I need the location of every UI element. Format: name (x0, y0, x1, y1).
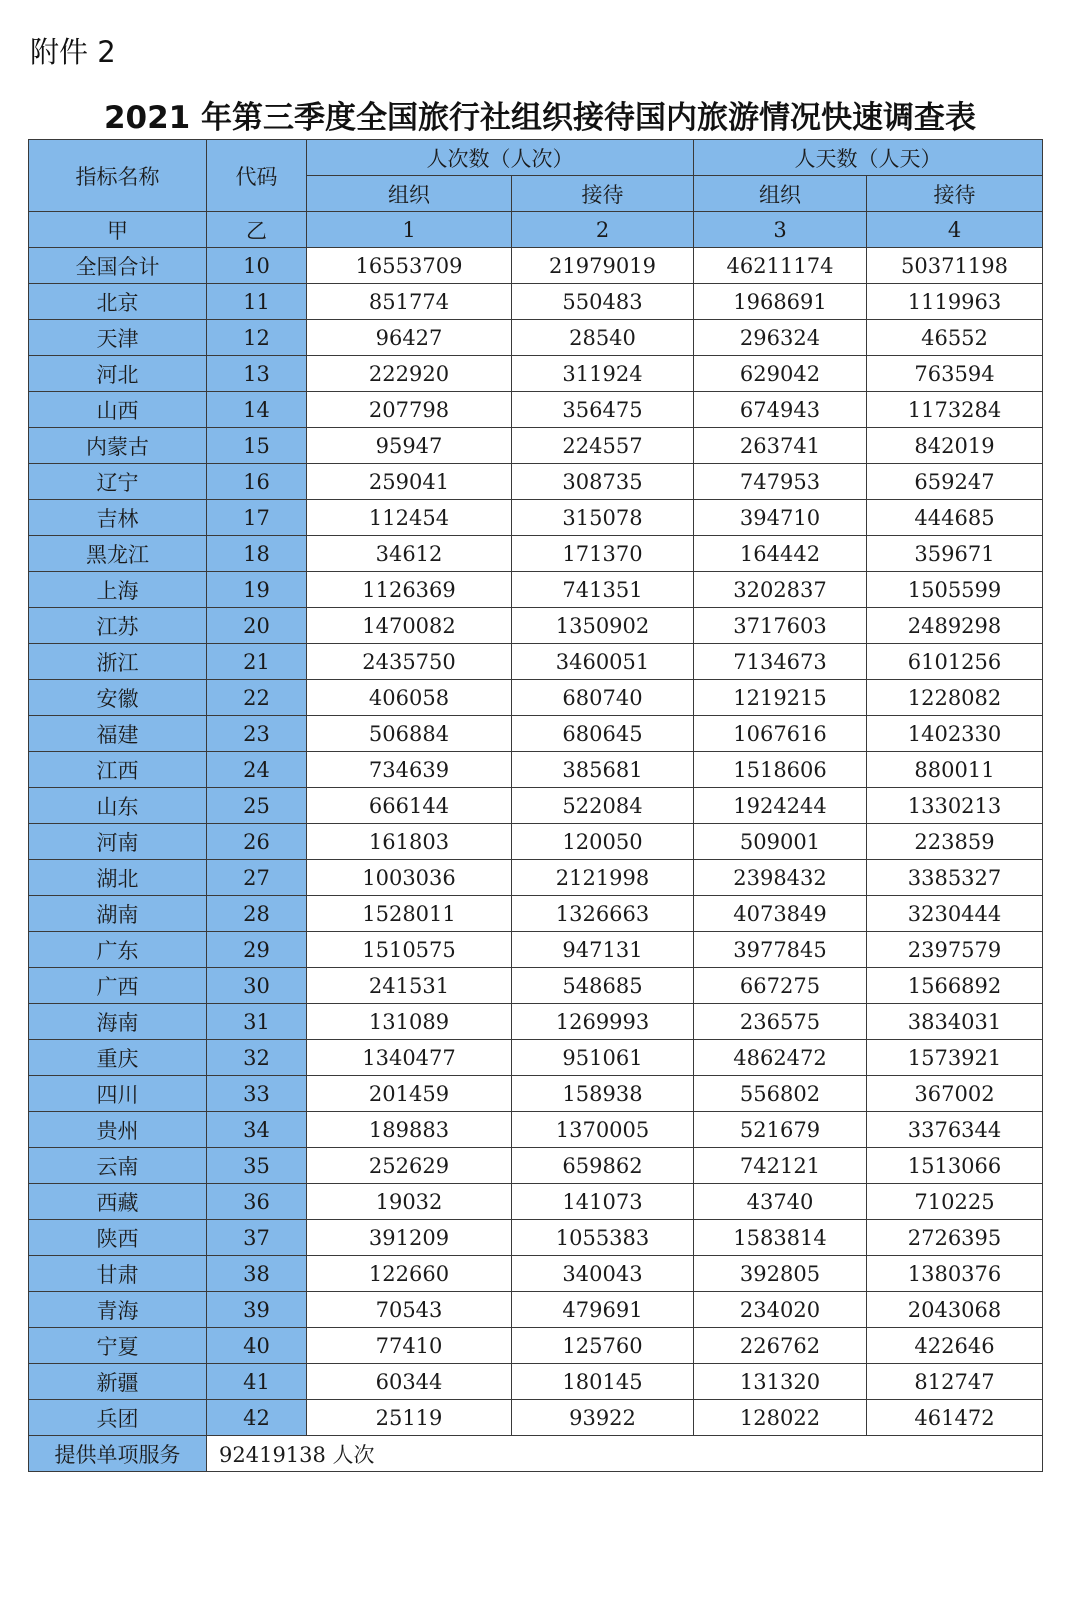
table-row (29, 428, 1043, 464)
table-row (29, 1112, 1043, 1148)
organize-person-times: 161803 (307, 824, 512, 860)
organize-person-days: 629042 (694, 356, 867, 392)
receive-person-times: 311924 (512, 356, 694, 392)
table-row (29, 572, 1043, 608)
receive-person-days: 2489298 (867, 608, 1043, 644)
receive-person-days: 1330213 (867, 788, 1043, 824)
organize-person-days: 128022 (694, 1400, 867, 1436)
region-code: 14 (207, 392, 307, 428)
table-row (29, 284, 1043, 320)
organize-person-days: 667275 (694, 968, 867, 1004)
region-name: 江西 (29, 752, 207, 788)
organize-person-days: 3717603 (694, 608, 867, 644)
receive-person-days: 223859 (867, 824, 1043, 860)
single-service-value: 92419138 人次 (207, 1436, 1043, 1472)
region-code: 40 (207, 1328, 307, 1364)
receive-person-days: 2726395 (867, 1220, 1043, 1256)
receive-person-times: 171370 (512, 536, 694, 572)
region-code: 22 (207, 680, 307, 716)
header-col-2: 2 (512, 212, 694, 248)
table-row (29, 716, 1043, 752)
organize-person-times: 252629 (307, 1148, 512, 1184)
organize-person-days: 392805 (694, 1256, 867, 1292)
table-row (29, 608, 1043, 644)
receive-person-times: 141073 (512, 1184, 694, 1220)
region-code: 28 (207, 896, 307, 932)
table-row (29, 788, 1043, 824)
organize-person-days: 236575 (694, 1004, 867, 1040)
receive-person-days: 659247 (867, 464, 1043, 500)
receive-person-days: 1566892 (867, 968, 1043, 1004)
organize-person-days: 234020 (694, 1292, 867, 1328)
receive-person-times: 680645 (512, 716, 694, 752)
organize-person-days: 2398432 (694, 860, 867, 896)
organize-person-times: 122660 (307, 1256, 512, 1292)
organize-person-times: 25119 (307, 1400, 512, 1436)
region-code: 35 (207, 1148, 307, 1184)
organize-person-days: 263741 (694, 428, 867, 464)
organize-person-days: 46211174 (694, 248, 867, 284)
header-row-1 (29, 140, 1043, 176)
receive-person-times: 951061 (512, 1040, 694, 1076)
receive-person-times: 315078 (512, 500, 694, 536)
receive-person-days: 1402330 (867, 716, 1043, 752)
organize-person-times: 241531 (307, 968, 512, 1004)
organize-person-days: 1968691 (694, 284, 867, 320)
organize-person-times: 207798 (307, 392, 512, 428)
table-row (29, 1040, 1043, 1076)
receive-person-days: 6101256 (867, 644, 1043, 680)
receive-person-times: 28540 (512, 320, 694, 356)
region-name: 海南 (29, 1004, 207, 1040)
receive-person-times: 1370005 (512, 1112, 694, 1148)
region-name: 北京 (29, 284, 207, 320)
receive-person-days: 46552 (867, 320, 1043, 356)
organize-person-days: 226762 (694, 1328, 867, 1364)
receive-person-times: 385681 (512, 752, 694, 788)
table-row (29, 644, 1043, 680)
receive-person-days: 422646 (867, 1328, 1043, 1364)
region-name: 广西 (29, 968, 207, 1004)
organize-person-times: 1126369 (307, 572, 512, 608)
footer-row (29, 1436, 1043, 1472)
table-row (29, 968, 1043, 1004)
receive-person-days: 3834031 (867, 1004, 1043, 1040)
region-code: 39 (207, 1292, 307, 1328)
region-code: 15 (207, 428, 307, 464)
table-row (29, 932, 1043, 968)
organize-person-days: 747953 (694, 464, 867, 500)
receive-person-times: 93922 (512, 1400, 694, 1436)
organize-person-times: 34612 (307, 536, 512, 572)
organize-person-times: 1470082 (307, 608, 512, 644)
region-code: 24 (207, 752, 307, 788)
receive-person-days: 3230444 (867, 896, 1043, 932)
organize-person-days: 1924244 (694, 788, 867, 824)
organize-person-days: 4862472 (694, 1040, 867, 1076)
receive-person-days: 444685 (867, 500, 1043, 536)
region-code: 19 (207, 572, 307, 608)
receive-person-days: 1119963 (867, 284, 1043, 320)
organize-person-days: 742121 (694, 1148, 867, 1184)
table-row (29, 248, 1043, 284)
region-code: 41 (207, 1364, 307, 1400)
region-name: 山西 (29, 392, 207, 428)
organize-person-days: 1067616 (694, 716, 867, 752)
organize-person-times: 734639 (307, 752, 512, 788)
organize-person-days: 521679 (694, 1112, 867, 1148)
table-row (29, 896, 1043, 932)
region-name: 天津 (29, 320, 207, 356)
receive-person-days: 50371198 (867, 248, 1043, 284)
region-code: 17 (207, 500, 307, 536)
region-name: 辽宁 (29, 464, 207, 500)
region-name: 黑龙江 (29, 536, 207, 572)
organize-person-days: 296324 (694, 320, 867, 356)
receive-person-days: 1228082 (867, 680, 1043, 716)
table-row (29, 860, 1043, 896)
organize-person-days: 43740 (694, 1184, 867, 1220)
region-code: 37 (207, 1220, 307, 1256)
region-code: 11 (207, 284, 307, 320)
receive-person-times: 659862 (512, 1148, 694, 1184)
organize-person-times: 201459 (307, 1076, 512, 1112)
header-organize-times: 组织 (307, 176, 512, 212)
organize-person-times: 506884 (307, 716, 512, 752)
region-name: 上海 (29, 572, 207, 608)
region-code: 16 (207, 464, 307, 500)
receive-person-times: 340043 (512, 1256, 694, 1292)
region-name: 甘肃 (29, 1256, 207, 1292)
organize-person-days: 509001 (694, 824, 867, 860)
organize-person-times: 666144 (307, 788, 512, 824)
table-row (29, 680, 1043, 716)
organize-person-times: 851774 (307, 284, 512, 320)
region-name: 河北 (29, 356, 207, 392)
receive-person-times: 356475 (512, 392, 694, 428)
organize-person-times: 77410 (307, 1328, 512, 1364)
region-name: 山东 (29, 788, 207, 824)
region-name: 兵团 (29, 1400, 207, 1436)
table-row (29, 1364, 1043, 1400)
region-code: 32 (207, 1040, 307, 1076)
region-name: 云南 (29, 1148, 207, 1184)
region-name: 福建 (29, 716, 207, 752)
receive-person-times: 21979019 (512, 248, 694, 284)
region-name: 安徽 (29, 680, 207, 716)
organize-person-days: 3977845 (694, 932, 867, 968)
receive-person-days: 3376344 (867, 1112, 1043, 1148)
region-code: 31 (207, 1004, 307, 1040)
header-col-jia: 甲 (29, 212, 207, 248)
region-name: 湖北 (29, 860, 207, 896)
organize-person-times: 96427 (307, 320, 512, 356)
receive-person-times: 1326663 (512, 896, 694, 932)
region-code: 34 (207, 1112, 307, 1148)
receive-person-times: 548685 (512, 968, 694, 1004)
organize-person-days: 1518606 (694, 752, 867, 788)
region-name: 河南 (29, 824, 207, 860)
organize-person-times: 1510575 (307, 932, 512, 968)
region-code: 18 (207, 536, 307, 572)
table-row (29, 1256, 1043, 1292)
organize-person-days: 1219215 (694, 680, 867, 716)
table-row (29, 536, 1043, 572)
organize-person-times: 2435750 (307, 644, 512, 680)
receive-person-days: 710225 (867, 1184, 1043, 1220)
table-row (29, 1328, 1043, 1364)
document-title: 2021 年第三季度全国旅行社组织接待国内旅游情况快速调查表 (103, 100, 977, 136)
receive-person-times: 3460051 (512, 644, 694, 680)
organize-person-times: 1003036 (307, 860, 512, 896)
organize-person-days: 556802 (694, 1076, 867, 1112)
header-receive-times: 接待 (512, 176, 694, 212)
receive-person-days: 880011 (867, 752, 1043, 788)
organize-person-times: 189883 (307, 1112, 512, 1148)
receive-person-days: 842019 (867, 428, 1043, 464)
receive-person-days: 763594 (867, 356, 1043, 392)
receive-person-times: 308735 (512, 464, 694, 500)
receive-person-days: 367002 (867, 1076, 1043, 1112)
table-row (29, 1400, 1043, 1436)
region-name: 湖南 (29, 896, 207, 932)
single-service-label: 提供单项服务 (29, 1436, 207, 1472)
region-code: 12 (207, 320, 307, 356)
receive-person-times: 550483 (512, 284, 694, 320)
table-row (29, 1184, 1043, 1220)
receive-person-times: 180145 (512, 1364, 694, 1400)
receive-person-times: 224557 (512, 428, 694, 464)
region-code: 25 (207, 788, 307, 824)
organize-person-days: 131320 (694, 1364, 867, 1400)
region-name: 青海 (29, 1292, 207, 1328)
receive-person-times: 1055383 (512, 1220, 694, 1256)
region-name: 江苏 (29, 608, 207, 644)
table-row (29, 1148, 1043, 1184)
region-code: 23 (207, 716, 307, 752)
table-row (29, 1076, 1043, 1112)
region-name: 宁夏 (29, 1328, 207, 1364)
receive-person-times: 2121998 (512, 860, 694, 896)
organize-person-days: 1583814 (694, 1220, 867, 1256)
region-code: 20 (207, 608, 307, 644)
header-col-4: 4 (867, 212, 1043, 248)
organize-person-days: 4073849 (694, 896, 867, 932)
receive-person-times: 522084 (512, 788, 694, 824)
receive-person-days: 812747 (867, 1364, 1043, 1400)
organize-person-times: 16553709 (307, 248, 512, 284)
receive-person-days: 1573921 (867, 1040, 1043, 1076)
receive-person-times: 741351 (512, 572, 694, 608)
region-code: 29 (207, 932, 307, 968)
region-name: 重庆 (29, 1040, 207, 1076)
organize-person-times: 1528011 (307, 896, 512, 932)
receive-person-days: 1505599 (867, 572, 1043, 608)
region-code: 26 (207, 824, 307, 860)
organize-person-times: 112454 (307, 500, 512, 536)
receive-person-times: 947131 (512, 932, 694, 968)
table-row (29, 356, 1043, 392)
attachment-label: 附件 2 (30, 35, 116, 69)
table-row (29, 1292, 1043, 1328)
region-name: 吉林 (29, 500, 207, 536)
header-col-3: 3 (694, 212, 867, 248)
survey-table (28, 139, 1043, 1472)
organize-person-times: 222920 (307, 356, 512, 392)
table-row (29, 500, 1043, 536)
receive-person-days: 1173284 (867, 392, 1043, 428)
region-name: 广东 (29, 932, 207, 968)
header-code: 代码 (207, 140, 307, 212)
organize-person-times: 19032 (307, 1184, 512, 1220)
region-code: 30 (207, 968, 307, 1004)
region-name: 全国合计 (29, 248, 207, 284)
header-receive-days: 接待 (867, 176, 1043, 212)
region-code: 42 (207, 1400, 307, 1436)
region-code: 36 (207, 1184, 307, 1220)
receive-person-times: 120050 (512, 824, 694, 860)
receive-person-times: 125760 (512, 1328, 694, 1364)
region-code: 10 (207, 248, 307, 284)
organize-person-times: 70543 (307, 1292, 512, 1328)
region-name: 四川 (29, 1076, 207, 1112)
receive-person-times: 1269993 (512, 1004, 694, 1040)
receive-person-days: 2397579 (867, 932, 1043, 968)
table-row (29, 464, 1043, 500)
organize-person-days: 7134673 (694, 644, 867, 680)
organize-person-times: 95947 (307, 428, 512, 464)
table-row (29, 392, 1043, 428)
receive-person-times: 680740 (512, 680, 694, 716)
organize-person-days: 394710 (694, 500, 867, 536)
header-row-3 (29, 212, 1043, 248)
table-row (29, 1004, 1043, 1040)
organize-person-days: 3202837 (694, 572, 867, 608)
region-name: 内蒙古 (29, 428, 207, 464)
table-row (29, 320, 1043, 356)
header-col-yi: 乙 (207, 212, 307, 248)
table-row (29, 752, 1043, 788)
receive-person-days: 1513066 (867, 1148, 1043, 1184)
receive-person-times: 1350902 (512, 608, 694, 644)
organize-person-times: 1340477 (307, 1040, 512, 1076)
receive-person-times: 479691 (512, 1292, 694, 1328)
region-code: 27 (207, 860, 307, 896)
table-row (29, 1220, 1043, 1256)
header-organize-days: 组织 (694, 176, 867, 212)
organize-person-times: 259041 (307, 464, 512, 500)
region-name: 西藏 (29, 1184, 207, 1220)
organize-person-days: 164442 (694, 536, 867, 572)
receive-person-times: 158938 (512, 1076, 694, 1112)
table-row (29, 824, 1043, 860)
organize-person-times: 406058 (307, 680, 512, 716)
organize-person-times: 391209 (307, 1220, 512, 1256)
region-name: 浙江 (29, 644, 207, 680)
region-name: 陕西 (29, 1220, 207, 1256)
organize-person-days: 674943 (694, 392, 867, 428)
header-person-times: 人次数（人次） (307, 140, 694, 176)
region-name: 新疆 (29, 1364, 207, 1400)
organize-person-times: 60344 (307, 1364, 512, 1400)
receive-person-days: 1380376 (867, 1256, 1043, 1292)
header-indicator-name: 指标名称 (29, 140, 207, 212)
region-code: 33 (207, 1076, 307, 1112)
organize-person-times: 131089 (307, 1004, 512, 1040)
header-person-days: 人天数（人天） (694, 140, 1043, 176)
header-col-1: 1 (307, 212, 512, 248)
region-code: 13 (207, 356, 307, 392)
receive-person-days: 2043068 (867, 1292, 1043, 1328)
receive-person-days: 359671 (867, 536, 1043, 572)
region-name: 贵州 (29, 1112, 207, 1148)
region-code: 38 (207, 1256, 307, 1292)
region-code: 21 (207, 644, 307, 680)
receive-person-days: 461472 (867, 1400, 1043, 1436)
receive-person-days: 3385327 (867, 860, 1043, 896)
